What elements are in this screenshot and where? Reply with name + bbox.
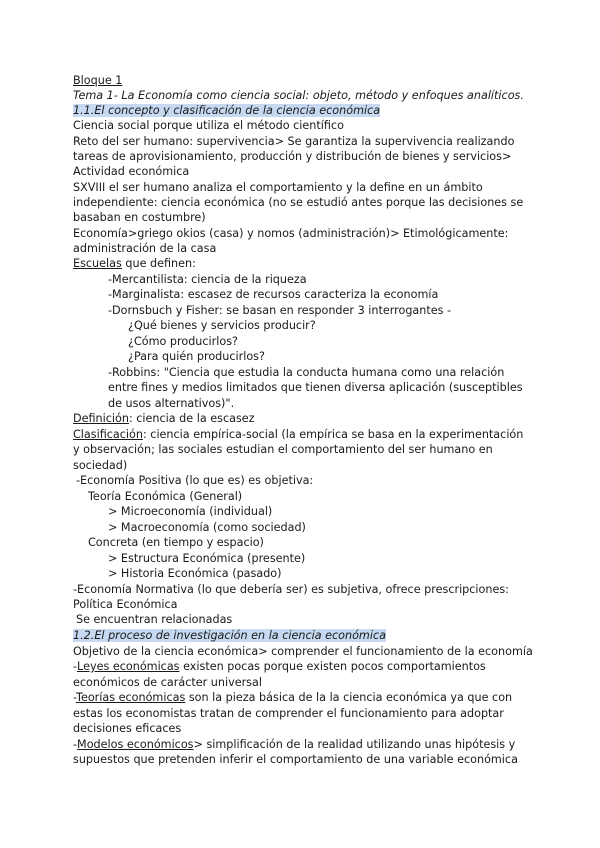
dash: - <box>73 691 77 704</box>
modelos-label: Modelos económicos <box>77 738 194 751</box>
classification-text: : ciencia empírica-social (la empírica se basa en la experimentación <box>142 428 524 441</box>
school-item: -Mercantilista: ciencia de la riqueza <box>108 273 307 286</box>
section-2-heading <box>73 628 386 643</box>
question-item: ¿Qué bienes y servicios producir? <box>128 319 316 332</box>
section-1-heading <box>73 103 380 118</box>
theory-item: Concreta (en tiempo y espacio) <box>88 536 264 549</box>
teorias-label: Teorías económicas <box>76 691 186 704</box>
school-item: -Dornsbuch y Fisher: se basan en responder 3 interrogantes - <box>108 304 452 317</box>
paragraph-line: Reto del ser humano: supervivencia> Se garantiza la supervivencia realizando <box>73 135 515 148</box>
paragraph-line: económicos de carácter universal <box>73 676 262 689</box>
sub-item: > Microeconomía (individual) <box>108 505 273 518</box>
normative-economics: -Economía Normativa (lo que debería ser) es subjetiva, ofrece prescripciones: <box>73 583 509 596</box>
dash: - <box>73 738 78 751</box>
leyes-text: existen pocas porque existen pocos comportamientos <box>179 660 486 673</box>
paragraph-line: decisiones eficaces <box>73 722 182 735</box>
sub-item: > Estructura Económica (presente) <box>108 552 306 565</box>
leyes-line <box>73 659 486 674</box>
paragraph-line: estas los economistas tratan de comprender el funcionamiento para adoptar <box>73 707 504 720</box>
paragraph-line: SXVIII el ser humano analiza el comportamiento y la define en un ámbito <box>73 181 483 194</box>
sub-item: > Historia Económica (pasado) <box>108 567 282 580</box>
escuelas-label: Escuelas <box>73 257 122 270</box>
theory-item: Teoría Económica (General) <box>88 490 243 503</box>
paragraph-line: Política Económica <box>73 598 178 611</box>
classification-line <box>73 427 523 442</box>
teorias-line <box>73 690 512 705</box>
definition-text: : ciencia de la escasez <box>128 412 255 425</box>
paragraph-line: Actividad económica <box>73 165 190 178</box>
modelos-line <box>73 737 515 752</box>
block-title: Bloque 1 <box>73 74 123 87</box>
question-item: ¿Para quién producirlos? <box>128 350 265 363</box>
escuelas-line <box>73 256 196 271</box>
school-item: -Marginalista: escasez de recursos caracteriza la economía <box>108 288 439 301</box>
teorias-text: son la pieza básica de la la ciencia económica ya que con <box>185 691 513 704</box>
classification-label: Clasificación <box>73 428 143 441</box>
school-item: -Robbins: "Ciencia que estudia la conducta humana como una relación <box>108 366 505 379</box>
section-2-title: 1.2.El proceso de investigación en la ciencia económica <box>73 629 386 642</box>
paragraph-line: administración de la casa <box>73 242 217 255</box>
paragraph-line: tareas de aprovisionamiento, producción y distribución de bienes y servicios> <box>73 150 512 163</box>
paragraph-line: Objetivo de la ciencia económica> comprender el funcionamiento de la economía <box>73 645 533 658</box>
paragraph-line: supuestos que pretenden inferir el comportamiento de una variable económica <box>73 753 518 766</box>
paragraph-line: independiente: ciencia económica (no se estudió antes porque las decisiones se <box>73 196 524 209</box>
quote-line: de usos alternativos)". <box>108 397 235 410</box>
dash: - <box>73 660 78 673</box>
paragraph-line: Economía>griego okios (casa) y nomos (administración)> Etimológicamente: <box>73 227 509 240</box>
leyes-label: Leyes económicas <box>77 660 180 673</box>
paragraph-line: Se encuentran relacionadas <box>76 613 233 626</box>
topic-title: Tema 1- La Economía como ciencia social: objeto, método y enfoques analíticos. <box>73 89 524 102</box>
modelos-text: > simplificación de la realidad utilizando unas hipótesis y <box>193 738 516 751</box>
paragraph-line: y observación; las sociales estudian el comportamiento del ser humano en <box>73 443 493 456</box>
escuelas-text: que definen: <box>121 257 196 270</box>
definition-label: Definición <box>73 412 129 425</box>
question-item: ¿Cómo producirlos? <box>128 335 238 348</box>
sub-item: > Macroeconomía (como sociedad) <box>108 521 306 534</box>
paragraph-line: sociedad) <box>73 459 128 472</box>
positive-economics: -Economía Positiva (lo que es) es objetiva: <box>76 474 314 487</box>
definition-line <box>73 411 255 426</box>
paragraph-line: basaban en costumbre) <box>73 211 206 224</box>
quote-line: entre fines y medios limitados que tienen diversa aplicación (susceptibles <box>108 381 523 394</box>
paragraph-line: Ciencia social porque utiliza el método científico <box>73 119 344 132</box>
section-1-title: 1.1.El concepto y clasificación de la ciencia económica <box>73 104 381 117</box>
